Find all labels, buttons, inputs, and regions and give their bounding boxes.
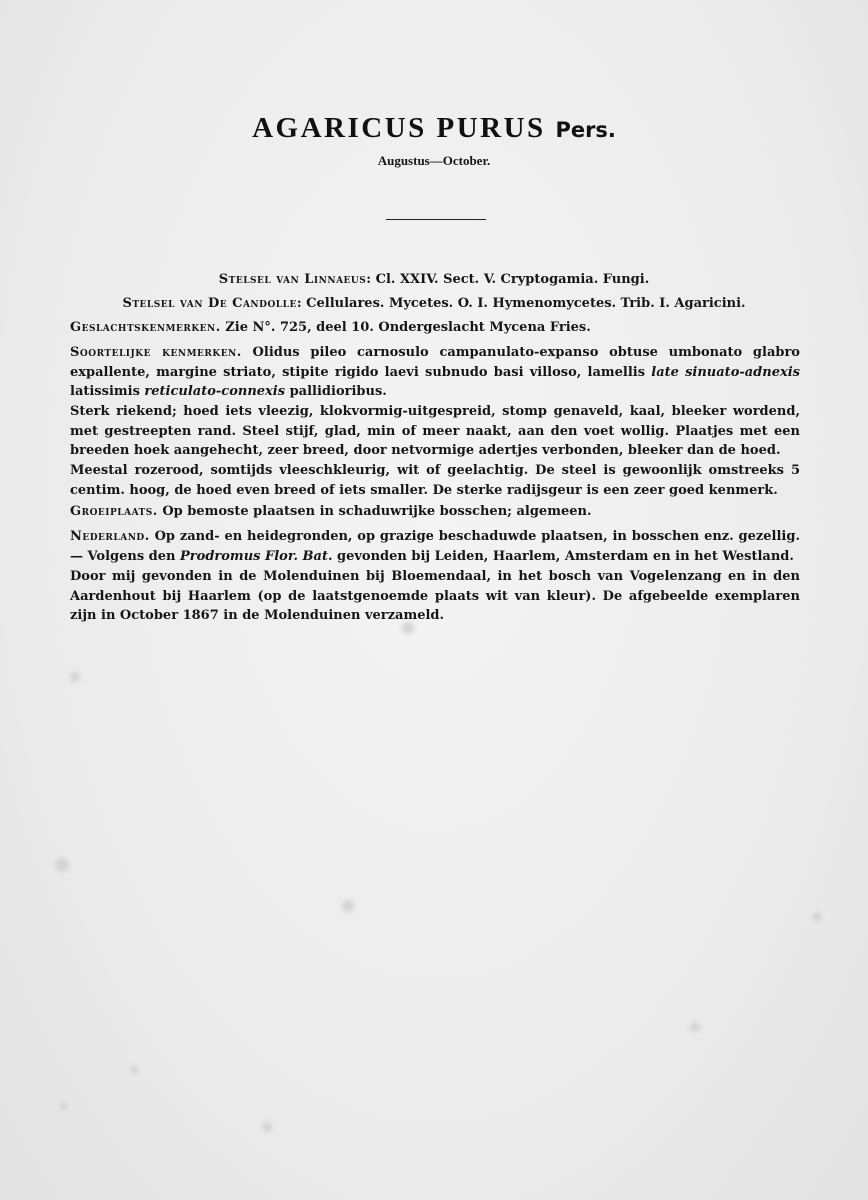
species-label: Soortelijke kenmerken. [70,345,242,360]
paper-spot [55,858,69,872]
habitat-paragraph [70,502,800,522]
prodromus-title: Prodromus Flor. Bat. [180,548,333,564]
linnaeus-system [0,272,868,287]
divider [386,219,486,220]
species-text-b: latissimis [70,384,145,399]
netherlands-paragraph [70,527,800,566]
paper-spot [60,1102,68,1110]
paper-spot [70,672,80,682]
linnaeus-label: Stelsel van Linnaeus [218,272,367,287]
genus-label: Geslachtskenmerken. [70,320,221,335]
color-paragraph: Meestal rozerood, somtijds vleeschkleurig, wit of geelachtig. De steel is gewoonlijk omstreeks 5 centim. hoog, de hoed even breed of iets smaller. De sterke radijsgeur is een zeer goed kenmerk. [70,463,800,498]
netherlands-text-a: Op zand- en heidegronden, op grazige beschaduwde plaatsen, in bosschen enz. gezellig. — Volgens den [70,529,800,564]
netherlands-label: Nederland. [70,529,150,544]
species-author: Pers. [555,118,616,142]
netherlands-text-b: gevonden bij Leiden, Haarlem, Amsterdam en in het Westland. [332,548,794,564]
paper-spot [262,1122,272,1132]
season: Augustus—October. [377,153,491,168]
habitat-label: Groeiplaats. [70,504,158,519]
paper-spot [812,912,822,922]
paper-spot [690,1022,700,1032]
collection-paragraph: Door mij gevonden in de Molenduinen bij Bloemendaal, in het bosch van Vogelenzang en in den Aardenhout bij Haarlem (op de laatstgenoemde plaats wit van kleur). De afgebeelde exemplaren zijn in October 1867 in de Molenduinen verzameld. [70,569,800,623]
species-italic-b: reticulato-connexis [144,384,286,399]
paper-spot [342,900,354,912]
species-text-a: Olidus pileo carnosulo campanulato-expanso obtuse umbonato glabro expallente, margine striato, stipite rigido laevi subnudo basi villoso, lamellis [70,345,800,380]
candolle-text: : Cellulares. Mycetes. O. I. Hymenomycetes. Trib. I. Agaricini. [296,296,746,311]
candolle-system [0,296,868,311]
description-paragraph: Sterk riekend; hoed iets vleezig, klokvormig-uitgespreid, stomp genaveld, kaal, bleeker wordend, met gestreepten rand. Steel stijf, glad, min of meer naakt, aan den voet wollig. Plaatjes met een breeden hoek aangehecht, zeer breed, door netvormige adertjes verbonden, bleeker dan de hoed. [70,404,800,458]
species-paragraph [70,343,800,402]
page-title [0,112,868,145]
species-name: AGARICUS PURUS [252,112,546,144]
paper-spot [130,1066,138,1074]
linnaeus-text: : Cl. XXIV. Sect. V. Cryptogamia. Fungi. [366,272,650,287]
species-italic-a: late sinuato-adnexis [651,364,801,380]
genus-paragraph [70,318,800,338]
candolle-label: Stelsel van De Candolle [122,296,297,311]
habitat-text: Op bemoste plaatsen in schaduwrijke bosschen; algemeen. [157,504,592,519]
species-text-c: pallidioribus. [285,384,387,399]
genus-text: Zie N°. 725, deel 10. Ondergeslacht Mycena Fries. [220,320,591,335]
